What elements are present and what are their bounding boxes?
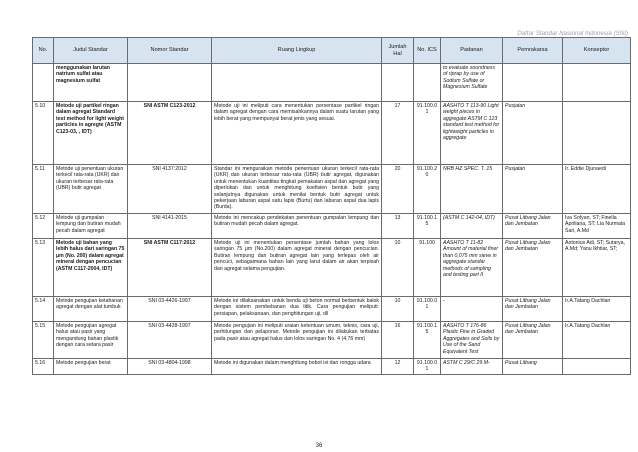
table-row — [33, 102, 631, 165]
drafter: Ir.A.Tatang Dachlan — [563, 322, 631, 359]
page-count: 10 — [382, 239, 414, 297]
initiator: Pusat Litbang Jalan dan Jembatan — [503, 239, 563, 297]
standard-number: SNI ASTM C123-2012 — [128, 102, 212, 165]
drafter — [563, 64, 631, 102]
drafter: Iva Sofyan, ST; Finella Apriliana, ST; Lia Nurmala Sari, A.Md — [563, 214, 631, 239]
equivalent-standard: (ASTM C 142-04, IDT) — [441, 214, 503, 239]
initiator: Pusat Litbang — [503, 359, 563, 375]
ics-number — [414, 64, 441, 102]
equivalent-standard: - — [441, 297, 503, 322]
standard-number — [128, 64, 212, 102]
standard-title: Metode pengujian berat — [54, 359, 128, 375]
ics-number: 91.100.01 — [414, 297, 441, 322]
equivalent-standard: ASTM C 29/C 29 M- — [441, 359, 503, 375]
standard-title: Metode pengujian agregat halus atau pasir yang mengandung bahan plastik dengan cara setara pasir — [54, 322, 128, 359]
scope-text: Metode pengujian ini meliputi uraian ketentuan umum, teknis, cara uji, perhitungan dan pelaporan. Metode pengujian ini dilakukan terbatas pada pasir atau agregat halus dan lolos saringan No. 4 (4,76 mm) — [212, 322, 382, 359]
col-header-nomor: Nomor Standar — [128, 38, 212, 64]
table-row — [33, 214, 631, 239]
document-header: Daftar Standar Nasional Indonesia (SNI) — [517, 30, 628, 37]
scope-text: Metode uji ini meliputi cara menentukan persentase partikel ringan dalam agregat dengan cara memisahkannya dalam suatu larutan yang lebih berat yang mempunyai berat jenis yang sesuai. — [212, 102, 382, 165]
equivalent-standard: AASHTO T 176-86 Plastic Fine in Graded Aggregates and Soils by Use of the Sand Equivalent Test — [441, 322, 503, 359]
equivalent-standard: to evaluate soundness of riprap by use of Sodium Sulfate or Magnesium Sulfate — [441, 64, 503, 102]
row-number: 5.11 — [33, 165, 54, 214]
table-row — [33, 322, 631, 359]
col-header-no: No. — [33, 38, 54, 64]
scope-text: Metode ini dilaksanakan untuk benda uji beton normal berbentuk balok dengan sistem pembebanan dua titik. Cara pengujian meliputi: persiapan, pelaksanaan, dan penghitungan uji, dll — [212, 297, 382, 322]
standard-title: Metode uji gumpalan lempung dan butiran mudah pecah dalam agregat — [54, 214, 128, 239]
standards-table — [32, 37, 631, 375]
drafter: Ir. Eddie Djunaedi — [563, 165, 631, 214]
table-row — [33, 239, 631, 297]
col-header-konseptor: Konseptor — [563, 38, 631, 64]
scope-text — [212, 64, 382, 102]
initiator: Pusat Litbang Jalan dan Jembatan — [503, 297, 563, 322]
row-number: 5.13 — [33, 239, 54, 297]
initiator: Pusat Litbang Jalan dan Jembatan — [503, 214, 563, 239]
equivalent-standard: AASHTO T 113-90 Light weight pieces in aggregate ASTM C 123 standard test method for lightweight particles in aggregate — [441, 102, 503, 165]
initiator: Pusjatan — [503, 102, 563, 165]
page-count: 16 — [382, 322, 414, 359]
table-header-row — [33, 38, 631, 64]
scope-text: Metode ini digunakan dalam menghitung bobot isi dan rongga udara — [212, 359, 382, 375]
col-header-padanan: Padanan — [441, 38, 503, 64]
table-row — [33, 297, 631, 322]
initiator — [503, 64, 563, 102]
standard-number: SNI 03-4426-1997 — [128, 297, 212, 322]
ics-number: 91.100.15 — [414, 214, 441, 239]
page-count: 10 — [382, 297, 414, 322]
scope-text: Standar ini menguraikan metode penentuan ukuran terkecil rata-rata (UKR) dan ukuran terbesar rata-rata (UBR) butir agregat, digunakan untuk menentukan kuantitas tingkat pemakaian aspal dan agregat yang diperlukan dan untuk menghitung koefisien bentuk butir yang selanjutnya digunakan untuk menilai bentuk butir agregat untuk pekerjaan laburan aspal satu lapis (Burtu) dan laburan aspal dua lapis (Burda). — [212, 165, 382, 214]
col-header-pemrakarsa: Pemrakarsa — [503, 38, 563, 64]
col-header-jumlah-hal: Jumlah Hal — [382, 38, 414, 64]
standard-number: SNI 4137:2012 — [128, 165, 212, 214]
equivalent-standard: NRB HZ SPEC. T. 15 — [441, 165, 503, 214]
drafter — [563, 102, 631, 165]
ics-number: 91.100.15 — [414, 322, 441, 359]
standard-title: menggunakan larutan natrium sulfat atau magnesium sulfat — [54, 64, 128, 102]
row-number: 5.12 — [33, 214, 54, 239]
drafter: Antonius Adi, ST; Sutarya, A.Md; Yanu Ikhtiar, ST; — [563, 239, 631, 297]
row-number: 5.14 — [33, 297, 54, 322]
table-row — [33, 165, 631, 214]
row-number: 5.10 — [33, 102, 54, 165]
row-number: 5.15 — [33, 322, 54, 359]
col-header-ruang-lingkup: Ruang Lingkup — [212, 38, 382, 64]
row-number — [33, 64, 54, 102]
standard-title: Metode uji bahan yang lebih halus dari saringan 75 μm (No. 200) dalam agregat mineral dengan pencucian (ASTM C117-2004, IDT) — [54, 239, 128, 297]
scope-text: Metode ini mencakup pendekatan penentuan gumpalan lempung dan butiran mudah pecah dalam agregat. — [212, 214, 382, 239]
standard-number: SNI 03-4428-1997 — [128, 322, 212, 359]
col-header-no-ics: No. ICS — [414, 38, 441, 64]
ics-number: 91.100.01 — [414, 102, 441, 165]
table-row — [33, 64, 631, 102]
drafter — [563, 359, 631, 375]
standard-number: SNI ASTM C117:2012 — [128, 239, 212, 297]
standard-title: Metode uji penentuan ukuran terkecil rata-rata (UKR) dan ukuran terbesar rata-rata (UBR) butir agregat — [54, 165, 128, 214]
ics-number: 91.100 — [414, 239, 441, 297]
page-count: 12 — [382, 359, 414, 375]
table-row — [33, 359, 631, 375]
standard-title: Metode pengujian ketahanan agregat dengan alat tumbuk — [54, 297, 128, 322]
row-number: 5.16 — [33, 359, 54, 375]
page-count: 17 — [382, 102, 414, 165]
initiator: Pusjatan — [503, 165, 563, 214]
col-header-judul: Judul Standar — [54, 38, 128, 64]
scope-text: Metode uji ini menentukan persentase jumlah bahan yang lolos saringan 75 μm (No.200) dalam agregat mineral dengan pencucian. Butiran lempung dan butiran agregat lain yang terlepas oleh air pencuci, sebagaimana bahan lain yang larut dalam air akan terpisah dari agregat selama pengujian. — [212, 239, 382, 297]
initiator: Pusat Litbang Jalan dan Jembatan — [503, 322, 563, 359]
page-count — [382, 64, 414, 102]
standard-title: Metode uji partikel ringan dalam agregat Standard test method for light weight particles in agregte (ASTM C123-03, , IDT) — [54, 102, 128, 165]
page-number: 36 — [315, 443, 323, 449]
standard-number: SNI 03-4804-1998 — [128, 359, 212, 375]
page-count: 20 — [382, 165, 414, 214]
drafter: Ir.A.Tatang Dachlan — [563, 297, 631, 322]
standard-number: SNI 4141-2015 — [128, 214, 212, 239]
page-count: 13 — [382, 214, 414, 239]
ics-number: 91.100.20 — [414, 165, 441, 214]
equivalent-standard: AASHTO T 11-82 Amount of material finer than 0,075 mm sieve in aggregate standar methods of sampling and testing part II — [441, 239, 503, 297]
ics-number: 91.100.01 — [414, 359, 441, 375]
